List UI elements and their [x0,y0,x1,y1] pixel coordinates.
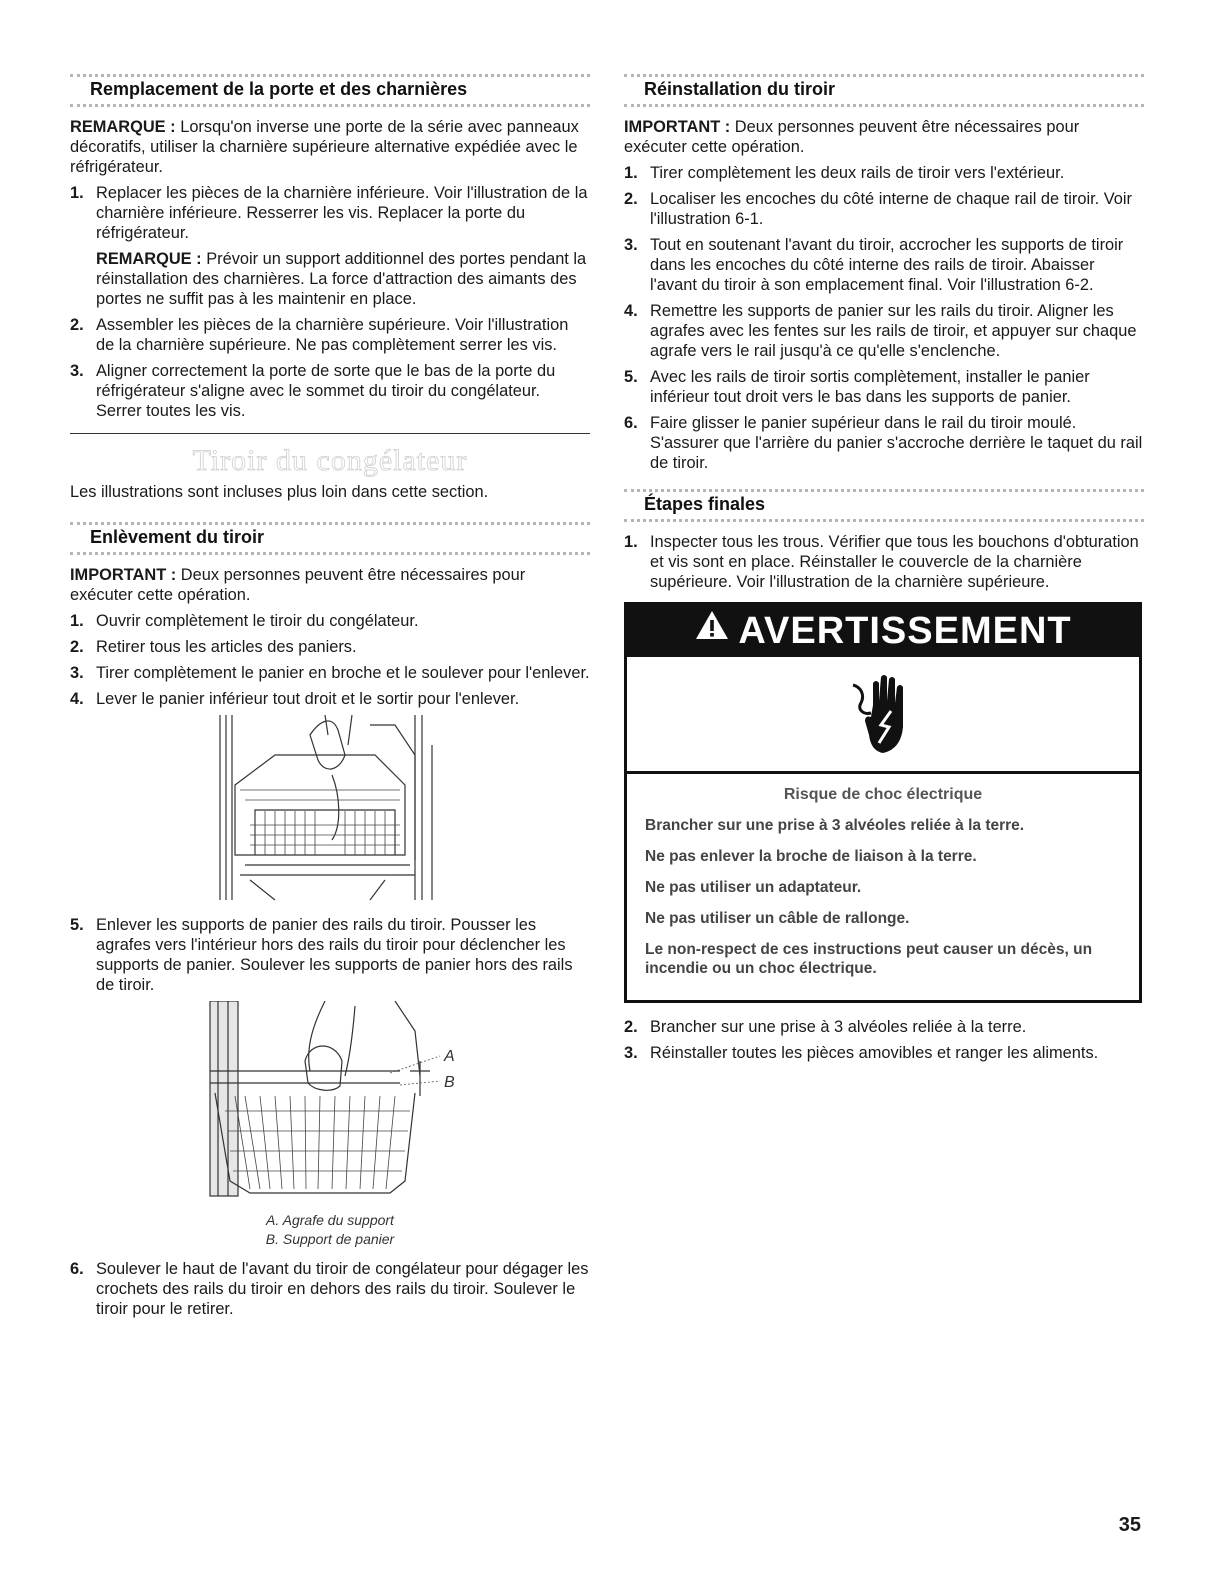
step-text: Localiser les encoches du côté interne de chaque rail de tiroir. Voir l'illustration 6-1. [650,190,1132,228]
step-number: 3. [70,664,84,682]
section-title: Étapes finales [644,494,766,514]
warning-box [624,602,1142,1003]
basket-removal-illustration [70,715,590,905]
step-text: Replacer les pièces de la charnière inférieure. Voir l'illustration de la charnière inférieure. Resserrer les vis. Replacer la porte du réfrigérateur. [96,184,588,242]
figure-caption [70,1211,590,1249]
step-number: 4. [70,690,84,708]
list-item [70,361,590,421]
list-item [624,301,1144,361]
figure-label-a: A [444,1048,455,1065]
figure-label-b: B [444,1074,455,1091]
note-label: REMARQUE : [70,118,176,136]
section-heading [70,70,590,109]
warning-risk-title: Risque de choc électrique [783,786,983,803]
step-text: Inspecter tous les trous. Vérifier que tous les bouchons d'obturation et vis sont en place. Réinstaller le couvercle de la charnière supérieure. Voir l'illustration de la charnière supérieure. [650,533,1139,591]
warning-line: Le non-respect de ces instructions peut causer un décès, un incendie ou un choc électrique. [645,941,1093,977]
step-number: 2. [624,1018,638,1036]
step-number: 5. [624,368,638,386]
warning-body [627,774,1139,1000]
step-number: 1. [624,164,638,182]
list-item [70,637,590,657]
warning-line: Ne pas enlever la broche de liaison à la terre. [645,848,977,865]
list-item [624,163,1144,183]
step-number: 6. [70,1260,84,1278]
step-list [624,163,1144,473]
step-text: Aligner correctement la porte de sorte que le bas de la porte du réfrigérateur s'aligne avec le sommet du tiroir du congélateur. Serrer toutes les vis. [96,362,556,420]
warning-line: Brancher sur une prise à 3 alvéoles reliée à la terre. [645,817,1025,834]
list-item [624,532,1144,592]
step-text: Tout en soutenant l'avant du tiroir, accrocher les supports de tiroir dans les encoches du côté interne des rails de tiroir. Abaisser l'avant du tiroir à son emplacement final. Voir l'illustration 6-2. [650,236,1124,294]
list-item [624,235,1144,295]
section-title: Enlèvement du tiroir [90,527,265,547]
warning-title: AVERTISSEMENT [738,610,1072,652]
important-label: IMPORTANT : [624,118,731,136]
step-text: Réinstaller toutes les pièces amovibles et ranger les aliments. [650,1044,1099,1062]
section-heading [624,70,1144,109]
note-paragraph [70,117,590,177]
left-column [70,70,590,1325]
important-paragraph [70,565,590,605]
list-item [70,689,590,709]
step-list [624,1017,1144,1063]
step-text: Tirer complètement les deux rails de tiroir vers l'extérieur. [650,164,1065,182]
step-list [70,1259,590,1319]
intro-text: Les illustrations sont incluses plus loin dans cette section. [70,483,489,501]
note-text: Prévoir un support additionnel des portes pendant la réinstallation des charnières. La force d'attraction des aimants des portes ne suffit pas à les maintenir en place. [96,250,587,308]
step-text: Retirer tous les articles des paniers. [96,638,357,656]
step-list [624,532,1144,592]
step-number: 1. [70,184,84,202]
step-number: 6. [624,414,638,432]
section-title: Remplacement de la porte et des charnières [90,79,468,99]
step-text: Avec les rails de tiroir sortis complètement, installer le panier inférieur tout droit vers le bas dans les supports de panier. [650,368,1090,406]
step-number: 2. [70,638,84,656]
step-list [70,915,590,995]
step-number: 3. [624,236,638,254]
note-label: REMARQUE : [96,250,202,268]
right-column [624,70,1144,1069]
section-title: Réinstallation du tiroir [644,79,836,99]
section-divider [70,433,590,434]
step-text: Brancher sur une prise à 3 alvéoles reliée à la terre. [650,1018,1027,1036]
step-number: 3. [70,362,84,380]
list-item [624,1017,1144,1037]
electric-shock-icon [627,657,1139,774]
step-list [70,183,590,421]
list-item [624,1043,1144,1063]
chapter-title: Tiroir du congélateur [192,444,468,477]
step-text: Enlever les supports de panier des rails du tiroir. Pousser les agrafes vers l'intérieur hors des rails du tiroir pour déclencher les supports de panier. Soulever les supports de panier hors des rails de tiroir. [96,916,573,994]
step-number: 3. [624,1044,638,1062]
step-number: 2. [624,190,638,208]
step-text: Remettre les supports de panier sur les rails du tiroir. Aligner les agrafes avec les fentes sur les rails de tiroir, et appuyer sur chaque agrafe vers le rail jusqu'à ce qu'elle s'enclenche. [650,302,1137,360]
important-text: Deux personnes peuvent être nécessaires pour exécuter cette opération. [624,118,1080,156]
list-item [70,315,590,355]
warning-line: Ne pas utiliser un adaptateur. [645,879,862,896]
section-heading [624,485,1144,524]
list-item [70,1259,590,1319]
step-text: Faire glisser le panier supérieur dans le rail du tiroir moulé. S'assurer que l'arrière du panier s'accroche derrière le taquet du rail de tiroir. [650,414,1143,472]
important-label: IMPORTANT : [70,566,177,584]
basket-support-illustration [70,1001,590,1201]
list-item [70,663,590,683]
note-text: Lorsqu'on inverse une porte de la série avec panneaux décoratifs, utiliser la charnière supérieure alternative expédiée avec le réfrigérateur. [70,118,579,176]
step-number: 2. [70,316,84,334]
step-text: Assembler les pièces de la charnière supérieure. Voir l'illustration de la charnière supérieure. Ne pas complètement serrer les vis. [96,316,569,354]
step-text: Tirer complètement le panier en broche et le soulever pour l'enlever. [96,664,590,682]
section-heading [70,518,590,557]
list-item [624,189,1144,229]
step-number: 4. [624,302,638,320]
step-text: Ouvrir complètement le tiroir du congélateur. [96,612,419,630]
warning-header [627,605,1139,657]
important-paragraph [624,117,1144,157]
important-text: Deux personnes peuvent être nécessaires pour exécuter cette opération. [70,566,526,604]
step-number: 1. [624,533,638,551]
step-text: Soulever le haut de l'avant du tiroir de congélateur pour dégager les crochets des rails du tiroir en dehors des rails du tiroir. Soulever le tiroir pour le retirer. [96,1260,589,1318]
basket-support-drawing [70,1001,590,1201]
list-item [70,183,590,309]
list-item [70,915,590,995]
sub-note [96,249,590,309]
caption-b: B. Support de panier [265,1231,395,1247]
list-item [624,367,1144,407]
basket-removal-drawing [70,715,590,905]
caption-a: A. Agrafe du support [266,1212,394,1228]
warning-triangle-icon [694,603,730,655]
list-item [70,611,590,631]
page-number: 35 [1118,1514,1141,1536]
step-text: Lever le panier inférieur tout droit et le sortir pour l'enlever. [96,690,520,708]
step-number: 1. [70,612,84,630]
warning-line: Ne pas utiliser un câble de rallonge. [645,910,910,927]
step-list [70,611,590,709]
list-item [624,413,1144,473]
step-number: 5. [70,916,84,934]
